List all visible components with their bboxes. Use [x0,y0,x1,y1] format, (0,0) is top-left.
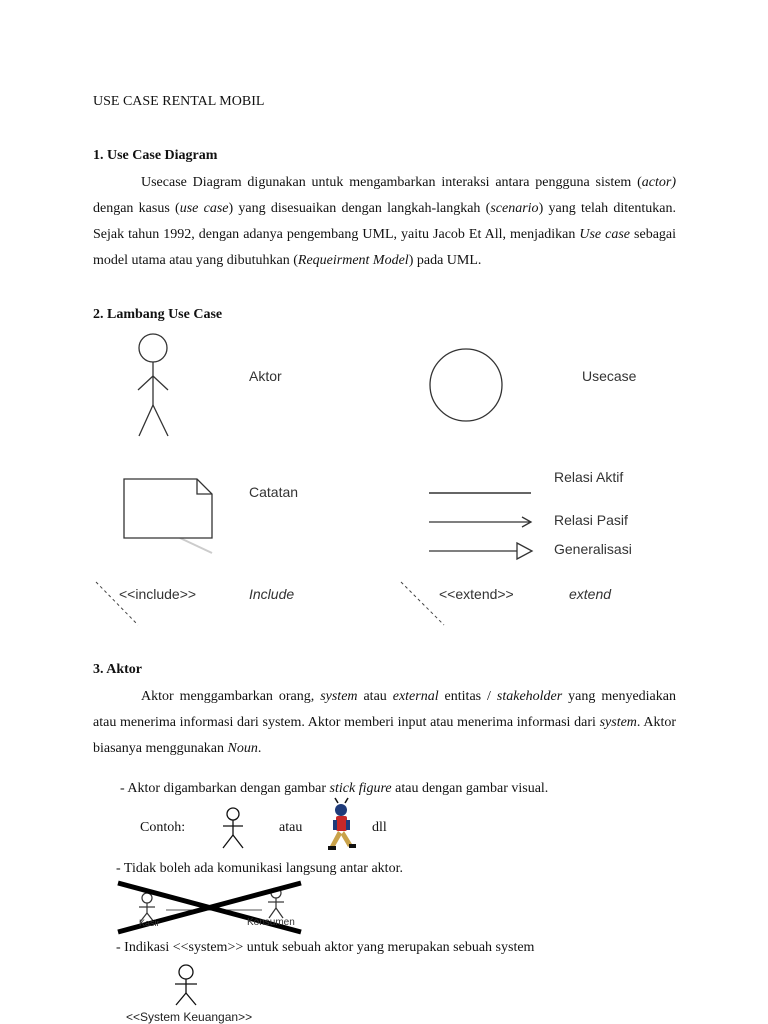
kasir-label: Kasir [139,918,160,928]
section-1-paragraph: Usecase Diagram digunakan untuk mengambarkan interaksi antara pengguna sistem (actor) dengan kasus (use case) yang disesuaikan dengan langkah-langkah (scenario) yang telah ditentukan. Sejak tahun 1992, dengan adanya pengembang UML, yaitu Jacob Et All, menjadikan Use case sebagai model utama atau yang dibutuhkan (Requeirment Model) pada UML. [93,175,677,268]
section-3-heading: 3. Aktor [93,662,142,677]
section-1-heading: 1. Use Case Diagram [93,148,218,163]
label-extend: extend [569,586,612,602]
atau-label: atau [279,820,303,835]
document-title: USE CASE RENTAL MOBIL [93,94,265,109]
contoh-label: Contoh: [140,820,186,835]
bullet-system-indication: - Indikasi <<system>> untuk sebuah aktor yang merupakan sebuah system [116,940,535,955]
bullet-stick-figure: - Aktor digambarkan dengan gambar stick figure atau dengan gambar visual. [120,781,549,796]
label-catatan: Catatan [249,484,299,500]
konsumen-label: Konsumen [247,917,295,928]
label-relasi-pasif: Relasi Pasif [554,512,628,528]
system-actor-icon [175,965,197,1005]
label-extend-tag: <<extend>> [439,586,514,602]
dll-label: dll [372,820,387,835]
section-2-heading: 2. Lambang Use Case [93,307,223,322]
label-usecase: Usecase [582,368,637,384]
stick-figure-example-icon [223,808,243,848]
visual-actor-icon [328,798,356,850]
section-3-paragraph: Aktor menggambarkan orang, system atau external entitas / stakeholder yang menyediakan atau menerima informasi dari system. Aktor memberi input atau menerima informasi dari system. Aktor biasanya menggunakan Noun. [93,689,676,756]
label-include-tag: <<include>> [119,586,197,602]
bullet-no-direct-communication: - Tidak boleh ada komunikasi langsung antar aktor. [116,861,403,876]
label-relasi-aktif: Relasi Aktif [554,469,624,485]
label-include: Include [249,586,295,602]
label-generalisasi: Generalisasi [554,541,632,557]
label-aktor: Aktor [249,368,282,384]
system-keuangan-label: <<System Keuangan>> [126,1010,253,1024]
